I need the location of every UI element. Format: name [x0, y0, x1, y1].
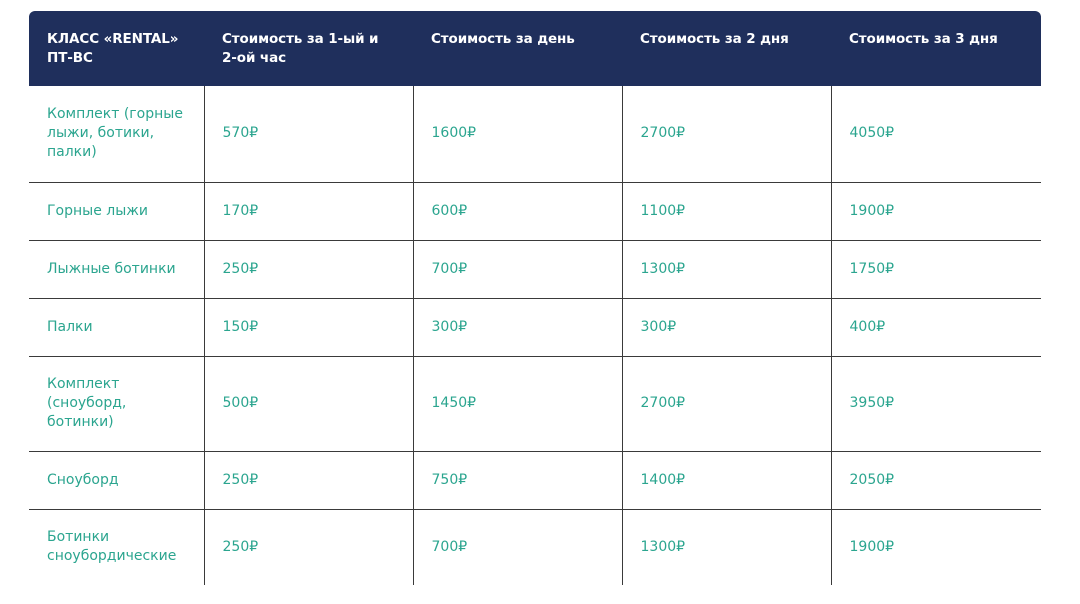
row-item-name: Комплект (сноуборд, ботинки) — [29, 356, 204, 451]
header-price-1-2-hours: Стоимость за 1-ый и 2-ой час — [204, 11, 413, 86]
row-price-3-days: 1900₽ — [831, 182, 1041, 240]
row-price-3-days: 1750₽ — [831, 240, 1041, 298]
row-price-1-2-hours: 150₽ — [204, 298, 413, 356]
row-price-2-days: 1300₽ — [622, 240, 831, 298]
row-price-day: 600₽ — [413, 182, 622, 240]
row-price-1-2-hours: 500₽ — [204, 356, 413, 451]
row-price-day: 750₽ — [413, 451, 622, 509]
table-header-row — [29, 11, 1041, 86]
row-price-2-days: 1300₽ — [622, 509, 831, 585]
header-price-day: Стоимость за день — [413, 11, 622, 86]
row-price-3-days: 2050₽ — [831, 451, 1041, 509]
table-row — [29, 356, 1041, 451]
header-class: КЛАСС «RENTAL» ПТ-ВС — [29, 11, 204, 86]
row-price-day: 1600₽ — [413, 86, 622, 182]
table-row — [29, 86, 1041, 182]
row-price-1-2-hours: 250₽ — [204, 451, 413, 509]
price-table-container — [29, 11, 1041, 585]
row-price-2-days: 2700₽ — [622, 356, 831, 451]
row-price-day: 300₽ — [413, 298, 622, 356]
row-price-day: 700₽ — [413, 509, 622, 585]
row-price-2-days: 300₽ — [622, 298, 831, 356]
header-price-3-days: Стоимость за 3 дня — [831, 11, 1041, 86]
row-price-3-days: 3950₽ — [831, 356, 1041, 451]
row-price-day: 700₽ — [413, 240, 622, 298]
table-row — [29, 451, 1041, 509]
table-row — [29, 509, 1041, 585]
table-row — [29, 298, 1041, 356]
row-item-name: Ботинки сноубордические — [47, 529, 177, 565]
row-price-3-days: 400₽ — [831, 298, 1041, 356]
row-item-name: Комплект (горные лыжи, ботики, палки) — [29, 86, 204, 182]
row-price-2-days: 1100₽ — [622, 182, 831, 240]
header-price-2-days: Стоимость за 2 дня — [622, 11, 831, 86]
row-price-day: 1450₽ — [413, 356, 622, 451]
row-price-1-2-hours: 570₽ — [204, 86, 413, 182]
row-item-name: Лыжные ботинки — [29, 240, 204, 298]
row-price-3-days: 1900₽ — [831, 509, 1041, 585]
rental-price-table — [29, 11, 1041, 585]
row-price-1-2-hours: 170₽ — [204, 182, 413, 240]
row-price-3-days: 4050₽ — [831, 86, 1041, 182]
row-item-name: Палки — [29, 298, 204, 356]
table-row — [29, 240, 1041, 298]
row-price-2-days: 2700₽ — [622, 86, 831, 182]
row-item-name: Сноуборд — [29, 451, 204, 509]
row-item-name: Горные лыжи — [29, 182, 204, 240]
table-row — [29, 182, 1041, 240]
row-price-2-days: 1400₽ — [622, 451, 831, 509]
row-price-1-2-hours: 250₽ — [204, 240, 413, 298]
row-price-1-2-hours: 250₽ — [204, 509, 413, 585]
